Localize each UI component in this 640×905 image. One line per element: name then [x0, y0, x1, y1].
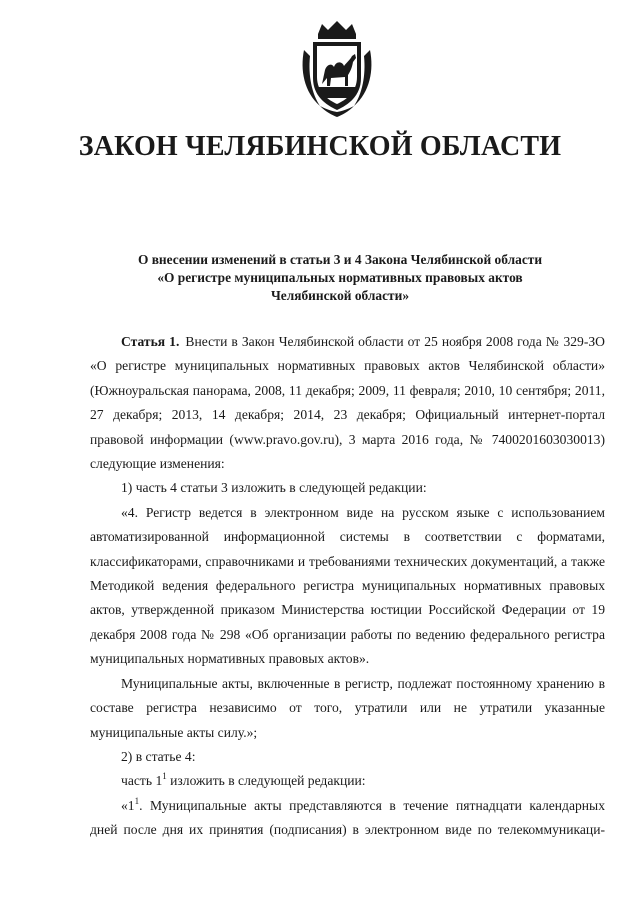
- subtitle-line: «О регистре муниципальных нормативных правовых актов: [157, 270, 523, 285]
- article-intro-paragraph: [90, 330, 605, 476]
- amendment-item-1: 1) часть 4 статьи 3 изложить в следующей редакции:: [121, 480, 427, 496]
- coat-of-arms-icon: [298, 20, 376, 118]
- amendment-item-2: 2) в статье 4:: [121, 748, 196, 764]
- law-title: ЗАКОН ЧЕЛЯБИНСКОЙ ОБЛАСТИ: [78, 131, 562, 162]
- law-body: [90, 330, 605, 843]
- article-label: Статья 1.: [121, 334, 180, 349]
- quoted-part-4: «4. Регистр ведется в электронном виде на русском языке с использованием автоматизированной информационной системы в соответствии с форматами, классификаторами, справочниками и требованиями технических документаций, а также Методикой ведения федерального регистра муниципальных нормативных правовых актов, утвержденной приказом Министерства юстиции Российской Федерации от 19 декабря 2008 года № 298 «Об организации работы по ведению федерального регистра муниципальных нормативных правовых актов».: [90, 504, 605, 667]
- law-subtitle: [120, 251, 560, 305]
- amendment-item-2-part: часть $1^1$ изложить в следующей редакции:: [121, 771, 366, 789]
- quoted-paragraph-storage: Муниципальные акты, включенные в регистр, подлежат постоянному хранению в составе регистра независимо от того, утратили или не утратили указанные муниципальные акты силу.»;: [90, 675, 605, 740]
- quoted-part-1-1: «$1^1$. Муниципальные акты представляются в течение пятнадцати календарных дней после дня их принятия (подписания) в электронном виде по телекоммуникаци-: [90, 795, 605, 838]
- article-intro-text: Внести в Закон Челябинской области от 25 ноября 2008 года № 329-ЗО «О регистре муниципальных нормативных правовых актов Челябинской области» (Южноуральская панорама, 2008, 11 декабря; 2009, 11 февраля; 2010, 10 сентября; 2011, 27 декабря; 2013, 14 декабря; 2014, 23 декабря; Официальный интернет-портал правовой информации (www.pravo.gov.ru), 3 марта 2016 года, № 7400201603030013) следующие изменения:: [90, 334, 605, 472]
- subtitle-line: Челябинской области»: [270, 288, 410, 303]
- subtitle-line: О внесении изменений в статьи 3 и 4 Закона Челябинской области: [137, 252, 543, 267]
